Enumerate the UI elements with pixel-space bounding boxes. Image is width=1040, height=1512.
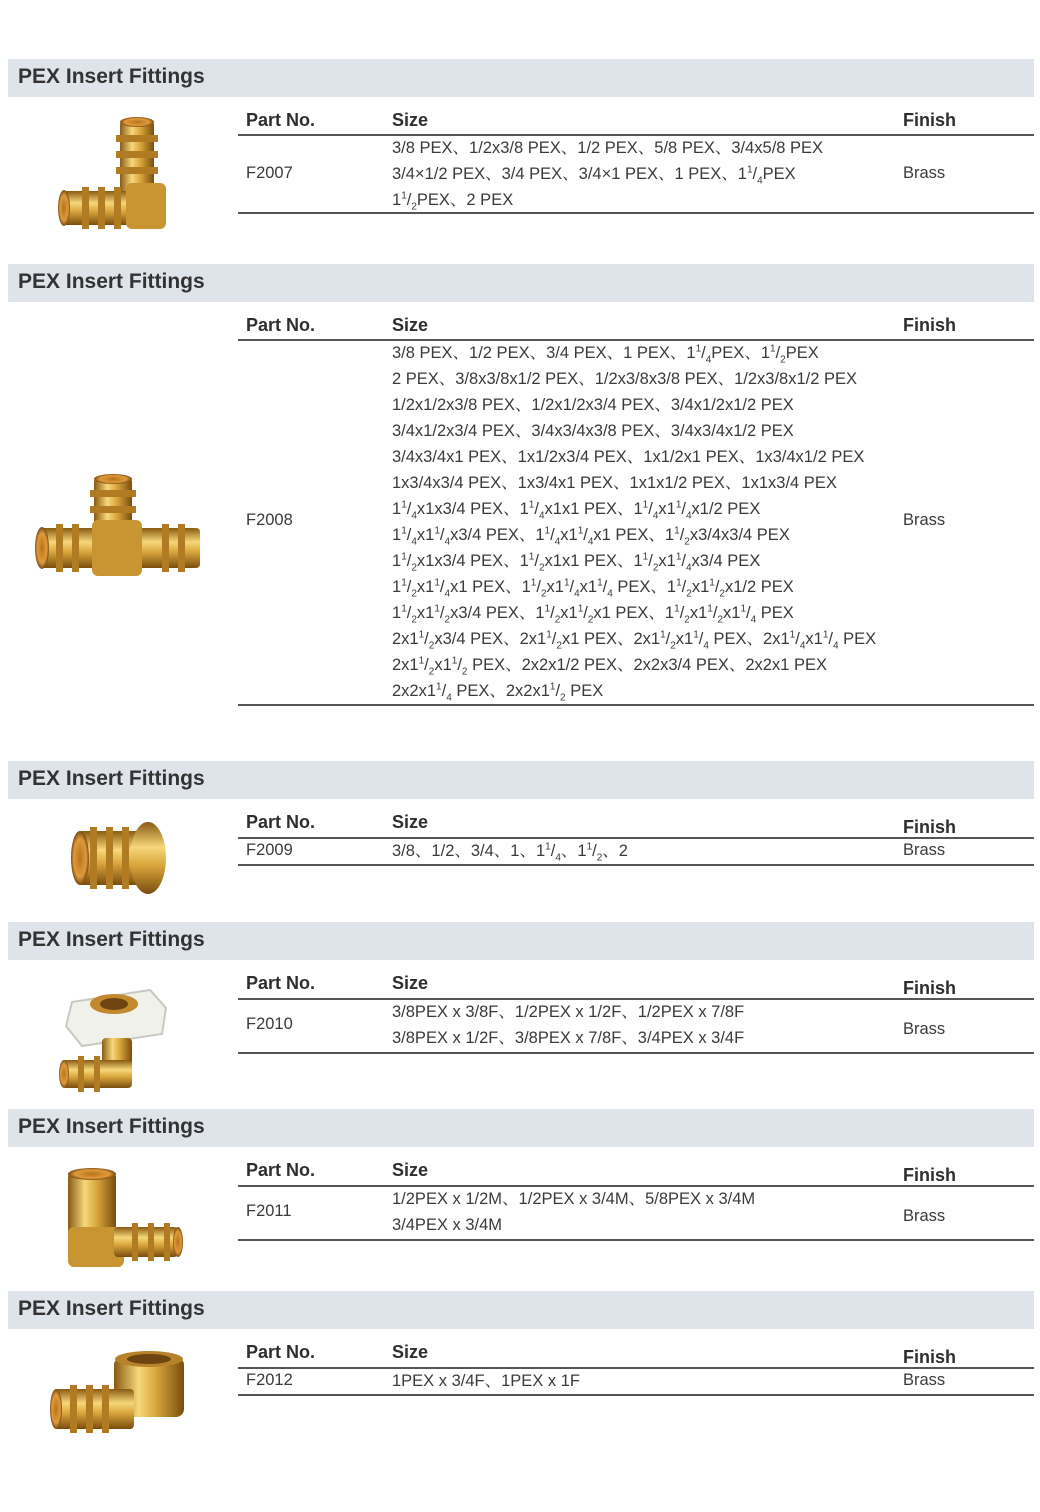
size-row: $1^1/_4x1^1/_4x3/4$ PEX、$1^1/_4x1^1/_4x1$ PEX、$1^1/_2x3/4x3/4$ PEX: [392, 525, 790, 548]
bottom-rule: [238, 212, 1034, 214]
section-title: PEX Insert Fittings: [18, 65, 205, 88]
bottom-rule: [238, 1239, 1034, 1241]
part-number: F2012: [246, 1371, 293, 1389]
spec-table: [238, 306, 1034, 706]
spec-table: [238, 101, 1034, 213]
bottom-rule: [238, 704, 1034, 706]
size-list: [392, 1186, 755, 1238]
col-header-size: Size: [392, 1342, 429, 1362]
size-row: 2 PEX、3/8x3/8x1/2 PEX、1/2x3/8x3/8 PEX、1/2x3/8x1/2 PEX: [392, 370, 858, 388]
size-row: 1/2x1/2x3/8 PEX、1/2x1/2x3/4 PEX、3/4x1/2x1/2 PEX: [392, 396, 794, 414]
pex-male-elbow-icon: [58, 1165, 188, 1275]
size-list: [392, 999, 744, 1051]
size-row: $2x2x1^1/_4$ PEX、$2x2x1^1/_2$ PEX: [392, 681, 604, 704]
col-header-finish: Finish: [903, 817, 956, 837]
col-header-part: Part No.: [246, 315, 316, 335]
header-rule: [238, 1367, 1034, 1369]
size-list: [392, 838, 628, 864]
section-title: PEX Insert Fittings: [18, 270, 205, 293]
col-header-size: Size: [392, 1160, 429, 1180]
size-row: 3/4x1/2x3/4 PEX、3/4x3/4x3/8 PEX、3/4x3/4x1/2 PEX: [392, 422, 794, 440]
col-header-finish: Finish: [903, 315, 956, 335]
col-header-size: Size: [392, 812, 429, 832]
part-number: F2007: [246, 164, 293, 182]
fitting-section-f2011: [8, 1109, 1034, 1274]
section-header: [8, 922, 1034, 960]
section-title: PEX Insert Fittings: [18, 928, 205, 951]
pex-elbow-icon: [48, 115, 188, 245]
fitting-section-f2008: [8, 264, 1034, 709]
size-row: $1^1/_2PEX$、2 PEX: [392, 190, 514, 213]
finish-value: Brass: [903, 1207, 946, 1225]
fitting-section-f2007: [8, 59, 1034, 219]
spec-table: [238, 964, 1034, 1064]
pex-tee-icon: [34, 470, 204, 600]
col-header-finish: Finish: [903, 1347, 956, 1367]
col-header-finish: Finish: [903, 1165, 956, 1185]
spec-table: [238, 1151, 1034, 1251]
pex-swivel-elbow-icon: [54, 972, 184, 1092]
section-title: PEX Insert Fittings: [18, 767, 205, 790]
size-row: 3/4x3/4x1 PEX、1x1/2x3/4 PEX、1x1/2x1 PEX、1x3/4x1/2 PEX: [392, 448, 865, 466]
section-header: [8, 1109, 1034, 1147]
bottom-rule: [238, 1394, 1034, 1396]
part-number: F2010: [246, 1015, 293, 1033]
size-row: $2x1^1/_2x1^1/_2$ PEX、2x2x1/2 PEX、2x2x3/4 PEX、2x2x1 PEX: [392, 655, 827, 678]
size-row: 3/4×1/2 PEX、3/4 PEX、3/4×1 PEX、1 PEX、$1^1/_4PEX$: [392, 164, 796, 187]
finish-value: Brass: [903, 841, 946, 859]
part-number: F2008: [246, 511, 293, 529]
section-header: [8, 59, 1034, 97]
col-header-finish: Finish: [903, 978, 956, 998]
part-number: F2011: [246, 1202, 292, 1220]
header-rule: [238, 837, 1034, 839]
size-row: $1^1/_4x1x3/4$ PEX、$1^1/_4x1x1$ PEX、$1^1/_4x1^1/_4x1/2$ PEX: [392, 499, 761, 522]
spec-table: [238, 1333, 1034, 1403]
col-header-size: Size: [392, 973, 429, 993]
section-header: [8, 264, 1034, 302]
col-header-part: Part No.: [246, 110, 316, 130]
pex-female-elbow-icon: [48, 1347, 198, 1447]
part-number: F2009: [246, 841, 293, 859]
section-title: PEX Insert Fittings: [18, 1115, 205, 1138]
finish-value: Brass: [903, 1020, 946, 1038]
size-row: 3/4PEX x 3/4M: [392, 1216, 503, 1234]
section-header: [8, 761, 1034, 799]
fitting-section-f2009: [8, 761, 1034, 901]
col-header-part: Part No.: [246, 812, 316, 832]
size-list: [392, 135, 823, 213]
fitting-section-f2012: [8, 1291, 1034, 1461]
col-header-part: Part No.: [246, 973, 316, 993]
size-row: 3/8PEX x 1/2F、3/8PEX x 7/8F、3/4PEX x 3/4F: [392, 1029, 745, 1047]
section-title: PEX Insert Fittings: [18, 1297, 205, 1320]
bottom-rule: [238, 864, 1034, 866]
finish-value: Brass: [903, 164, 946, 182]
size-list: [392, 340, 876, 704]
size-row: 3/8 PEX、1/2 PEX、3/4 PEX、1 PEX、$1^1/_4PEX$、$1^1/_2PEX$: [392, 343, 819, 366]
col-header-finish: Finish: [903, 110, 956, 130]
size-row: $1^1/_2x1^1/_4x1$ PEX、$1^1/_2x1^1/_4x1^1/_4$ PEX、$1^1/_2x1^1/_2x1/2$ PEX: [392, 577, 794, 600]
bottom-rule: [238, 1052, 1034, 1054]
size-row: 1/2PEX x 1/2M、1/2PEX x 3/4M、5/8PEX x 3/4M: [392, 1190, 756, 1208]
size-row: $1^1/_2x1x3/4$ PEX、$1^1/_2x1x1$ PEX、$1^1/_2x1^1/_4x3/4$ PEX: [392, 551, 761, 574]
size-row: $1^1/_2x1^1/_2x3/4$ PEX、$1^1/_2x1^1/_2x1$ PEX、$1^1/_2x1^1/_2x1^1/_4$ PEX: [392, 603, 794, 626]
col-header-size: Size: [392, 110, 429, 130]
size-row: 3/8PEX x 3/8F、1/2PEX x 1/2F、1/2PEX x 7/8F: [392, 1003, 745, 1021]
col-header-size: Size: [392, 315, 429, 335]
section-header: [8, 1291, 1034, 1329]
size-row: 3/8、1/2、3/4、1、$1^1/_4$、$1^1/_2$、2: [392, 841, 628, 864]
col-header-part: Part No.: [246, 1342, 316, 1362]
finish-value: Brass: [903, 1371, 946, 1389]
finish-value: Brass: [903, 511, 946, 529]
fitting-section-f2010: [8, 922, 1034, 1092]
size-list: [392, 1368, 580, 1394]
size-row: 3/8 PEX、1/2x3/8 PEX、1/2 PEX、5/8 PEX、3/4x5/8 PEX: [392, 139, 824, 157]
spec-table: [238, 803, 1034, 873]
pex-plug-icon: [68, 813, 178, 903]
size-row: 1PEX x 3/4F、1PEX x 1F: [392, 1372, 580, 1390]
size-row: 1x3/4x3/4 PEX、1x3/4x1 PEX、1x1x1/2 PEX、1x1x3/4 PEX: [392, 474, 837, 492]
size-row: $2x1^1/_2x3/4$ PEX、$2x1^1/_2x1$ PEX、$2x1^1/_2x1^1/_4$ PEX、$2x1^1/_4x1^1/_4$ PEX: [392, 629, 877, 652]
col-header-part: Part No.: [246, 1160, 316, 1180]
